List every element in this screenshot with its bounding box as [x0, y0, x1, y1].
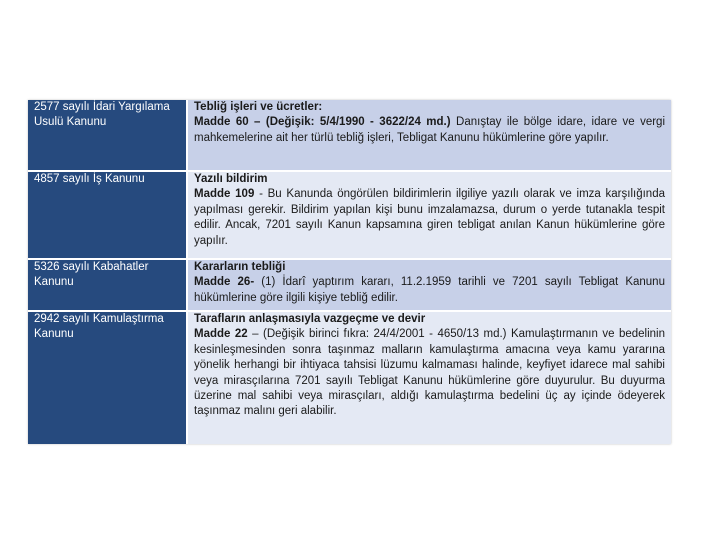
provision-heading: Yazılı bildirim: [194, 173, 268, 185]
article-reference: Madde 26-: [194, 276, 255, 289]
table-row: [28, 100, 671, 171]
law-name-cell: [28, 100, 187, 171]
law-name: 2942 sayılı Kamulaştırma Kanunu: [34, 313, 164, 341]
table-row: [28, 171, 671, 259]
law-name-cell: [28, 311, 187, 444]
provision-text: – (Değişik birinci fıkra: 24/4/2001 - 4650/13 md.) Kamulaştırmanın ve bedelinin kesinleşmesinden sonra taşınmaz malların kamulaştırma amacına veya kamu yararına yönelik herhangi bir ihtiyaca tahsisi lüzumu kalmaması halinde, keyfiyet idarece mal sahibi veya mirasçılarına 7201 sayılı Tebligat Kanunu hükümlerine göre duyurulur. Bu duyurma üzerine mal sahibi veya mirasçıları, aldığı kamulaştırma bedelini üç ay içinde ödeyerek taşınmaz malını geri alabilir.: [194, 328, 665, 418]
provision-cell: [187, 259, 671, 311]
table-row: [28, 259, 671, 311]
law-name: 5326 sayılı Kabahatler Kanunu: [34, 261, 149, 289]
law-name: 4857 sayılı İş Kanunu: [34, 173, 145, 185]
law-name-cell: [28, 259, 187, 311]
law-comparison-table: [28, 100, 671, 444]
law-name: 2577 sayılı İdari Yargılama Usulü Kanunu: [34, 101, 170, 129]
provision-cell: [187, 100, 671, 171]
article-reference: Madde 60 – (Değişik: 5/4/1990 - 3622/24 md.): [194, 116, 451, 129]
table-row: [28, 311, 671, 444]
provision-text: Danıştay ile bölge idare, idare ve vergi mahkemelerine ait her türlü tebliğ işleri, Tebligat Kanunu hükümlerine göre yapılır.: [194, 116, 666, 144]
law-name-cell: [28, 171, 187, 259]
provision-cell: [187, 311, 671, 444]
provision-text: (1) İdarî yaptırım kararı, 11.2.1959 tarihli ve 7201 sayılı Tebligat Kanunu hükümlerine göre ilgili kişiye tebliğ edilir.: [194, 276, 665, 304]
provision-heading: Tarafların anlaşmasıyla vazgeçme ve devir: [194, 313, 426, 325]
provision-heading: Tebliğ işleri ve ücretler:: [194, 101, 323, 113]
provision-text: - Bu Kanunda öngörülen bildirimlerin ilgiliye yazılı olarak ve imza karşılığında yapılması gerekir. Bildirim yapılan kişi bunu imzalamazsa, durum o yerde tutanakla tespit edilir. Ancak, 7201 sayılı Kanun kapsamına giren tebligat anılan Kanun hükümlerine göre yapılır.: [194, 188, 665, 247]
provision-heading: Kararların tebliği: [194, 261, 286, 273]
article-reference: Madde 22: [194, 328, 248, 341]
article-reference: Madde 109: [194, 188, 255, 201]
provision-cell: [187, 171, 671, 259]
